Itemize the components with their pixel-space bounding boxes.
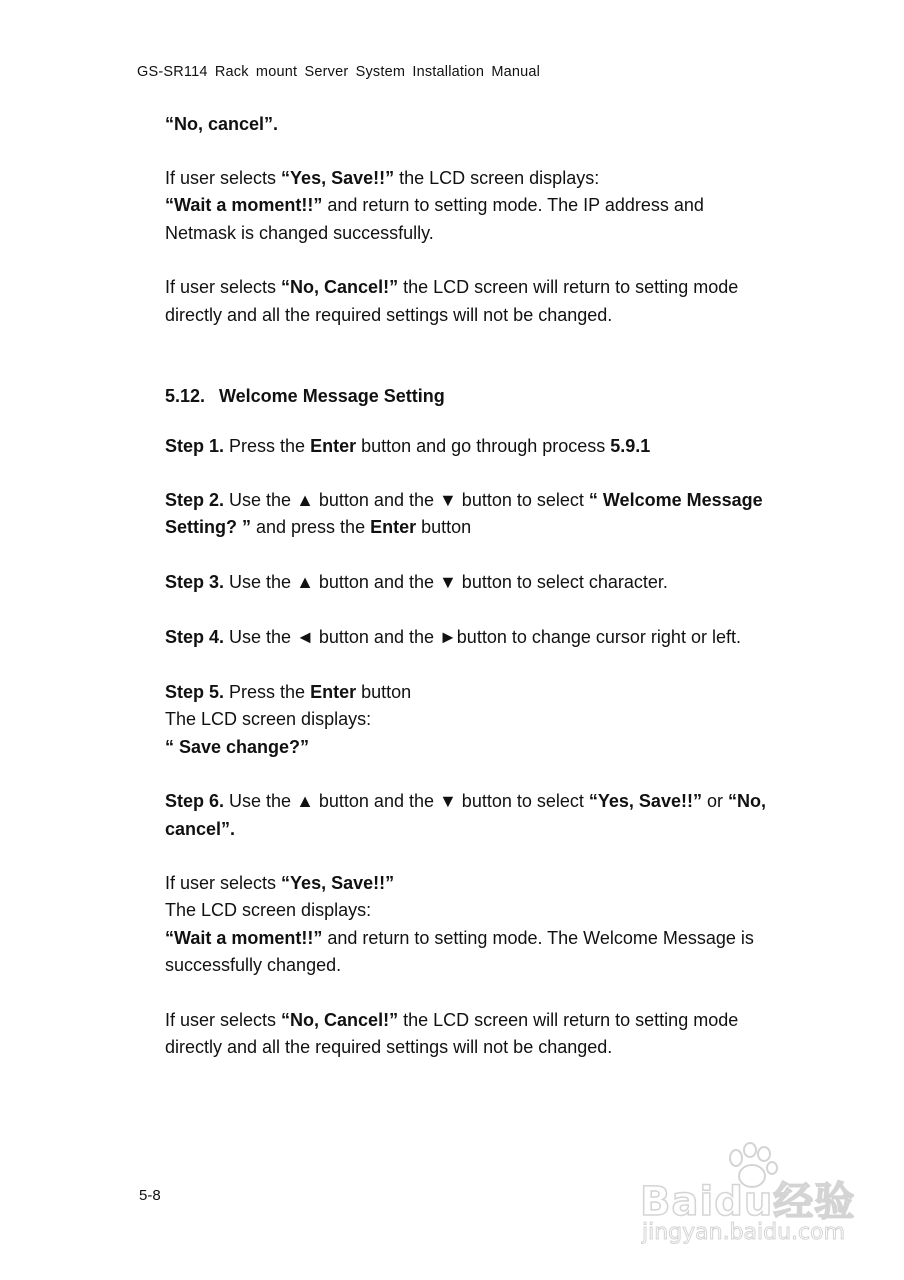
step-2-continued: Setting? ” and press the Enter button	[165, 517, 472, 537]
paragraph-line: If user selects “No, Cancel!” the LCD screen will return to setting mode	[165, 277, 739, 297]
continuation-text: “No, cancel”.	[165, 114, 279, 134]
lcd-message: “ Save change?”	[165, 737, 310, 757]
page-number: 5-8	[139, 1187, 161, 1204]
paragraph-line: The LCD screen displays:	[165, 900, 372, 920]
paragraph-line: If user selects “Yes, Save!!”	[165, 873, 395, 893]
paragraph-line: directly and all the required settings will not be changed.	[165, 305, 613, 325]
paragraph-line: successfully changed.	[165, 955, 342, 975]
section-number: 5.12.	[165, 386, 206, 406]
paragraph-line: “Wait a moment!!” and return to setting mode. The IP address and	[165, 195, 704, 215]
step-1: Step 1. Press the Enter button and go through process 5.9.1	[165, 436, 651, 456]
step-5: Step 5. Press the Enter button	[165, 682, 412, 702]
paragraph-line: directly and all the required settings will not be changed.	[165, 1037, 613, 1057]
step-2: Step 2. Use the ▲ button and the ▼ button to select “ Welcome Message	[165, 490, 763, 510]
watermark-logo-text: Baidu经验	[640, 1179, 856, 1225]
section-heading	[165, 386, 445, 407]
paragraph-line: The LCD screen displays:	[165, 709, 372, 729]
baidu-watermark	[640, 1142, 860, 1252]
paragraph-line: If user selects “No, Cancel!” the LCD screen will return to setting mode	[165, 1010, 739, 1030]
step-6: Step 6. Use the ▲ button and the ▼ button to select “Yes, Save!!” or “No,	[165, 791, 766, 811]
paragraph-line: If user selects “Yes, Save!!” the LCD screen displays:	[165, 168, 600, 188]
paragraph-line: Netmask is changed successfully.	[165, 223, 434, 243]
step-3: Step 3. Use the ▲ button and the ▼ button to select character.	[165, 572, 668, 592]
page-header: GS-SR114 Rack mount Server System Installation Manual	[137, 64, 541, 80]
step-4: Step 4. Use the ◄ button and the ►button to change cursor right or left.	[165, 627, 741, 647]
paragraph-line: “Wait a moment!!” and return to setting mode. The Welcome Message is	[165, 928, 754, 948]
watermark-url: jingyan.baidu.com	[642, 1220, 846, 1245]
section-title: Welcome Message Setting	[219, 386, 445, 406]
step-6-continued: cancel”.	[165, 819, 236, 839]
